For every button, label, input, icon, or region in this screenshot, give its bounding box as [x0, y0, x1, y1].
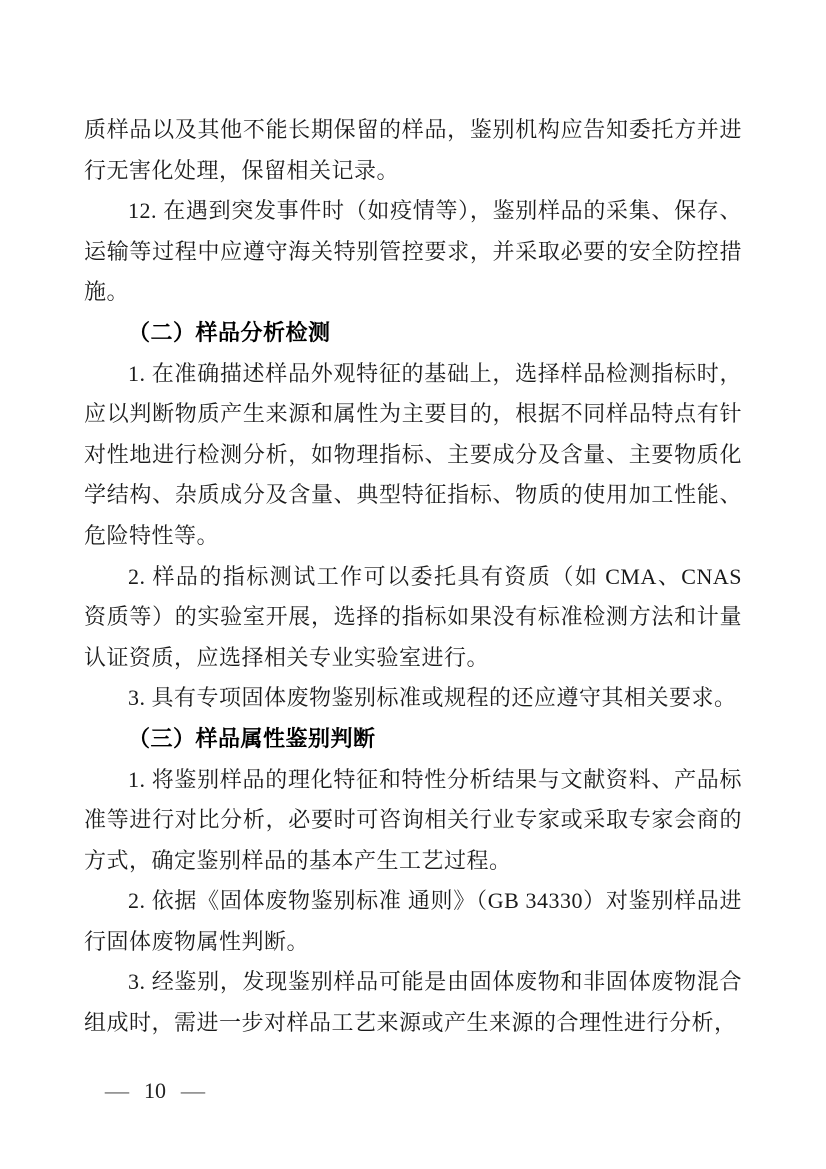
paragraph: 1. 将鉴别样品的理化特征和特性分析结果与文献资料、产品标准等进行对比分析，必要时可咨询相关行业专家或采取专家会商的方式，确定鉴别样品的基本产生工艺过程。	[84, 766, 742, 873]
page-number: 10	[144, 1078, 166, 1103]
footer-dash-right-icon: —	[180, 1078, 206, 1103]
paragraph: 3. 具有专项固体废物鉴别标准或规程的还应遵守其相关要求。	[128, 685, 737, 711]
paragraph: 2. 样品的指标测试工作可以委托具有资质（如 CMA、CNAS 资质等）的实验室开展，选择的指标如果没有标准检测方法和计量认证资质，应选择相关专业实验室进行。	[84, 563, 742, 670]
section-heading: （二）样品分析检测	[128, 319, 331, 345]
paragraph: 2. 依据《固体废物鉴别标准 通则》（GB 34330）对鉴别样品进行固体废物属性判断。	[84, 888, 742, 954]
footer-dash-left-icon: —	[104, 1078, 130, 1103]
paragraph: 12. 在遇到突发事件时（如疫情等），鉴别样品的采集、保存、运输等过程中应遵守海关特别管控要求，并采取必要的安全防控措施。	[84, 198, 742, 305]
paragraph: 3. 经鉴别，发现鉴别样品可能是由固体废物和非固体废物混合组成时，需进一步对样品工艺来源或产生来源的合理性进行分析，	[84, 969, 742, 1036]
section-heading: （三）样品属性鉴别判断	[128, 725, 376, 751]
paragraph: 1. 在准确描述样品外观特征的基础上，选择样品检测指标时，应以判断物质产生来源和属性为主要目的，根据不同样品特点有针对性地进行检测分析，如物理指标、主要成分及含量、主要物质化学结构、杂质成分及含量、典型特征指标、物质的使用加工性能、危险特性等。	[84, 360, 742, 548]
paragraph: 质样品以及其他不能长期保留的样品，鉴别机构应告知委托方并进行无害化处理，保留相关记录。	[84, 117, 742, 183]
document-body	[84, 110, 742, 1044]
page-footer	[106, 1077, 204, 1105]
